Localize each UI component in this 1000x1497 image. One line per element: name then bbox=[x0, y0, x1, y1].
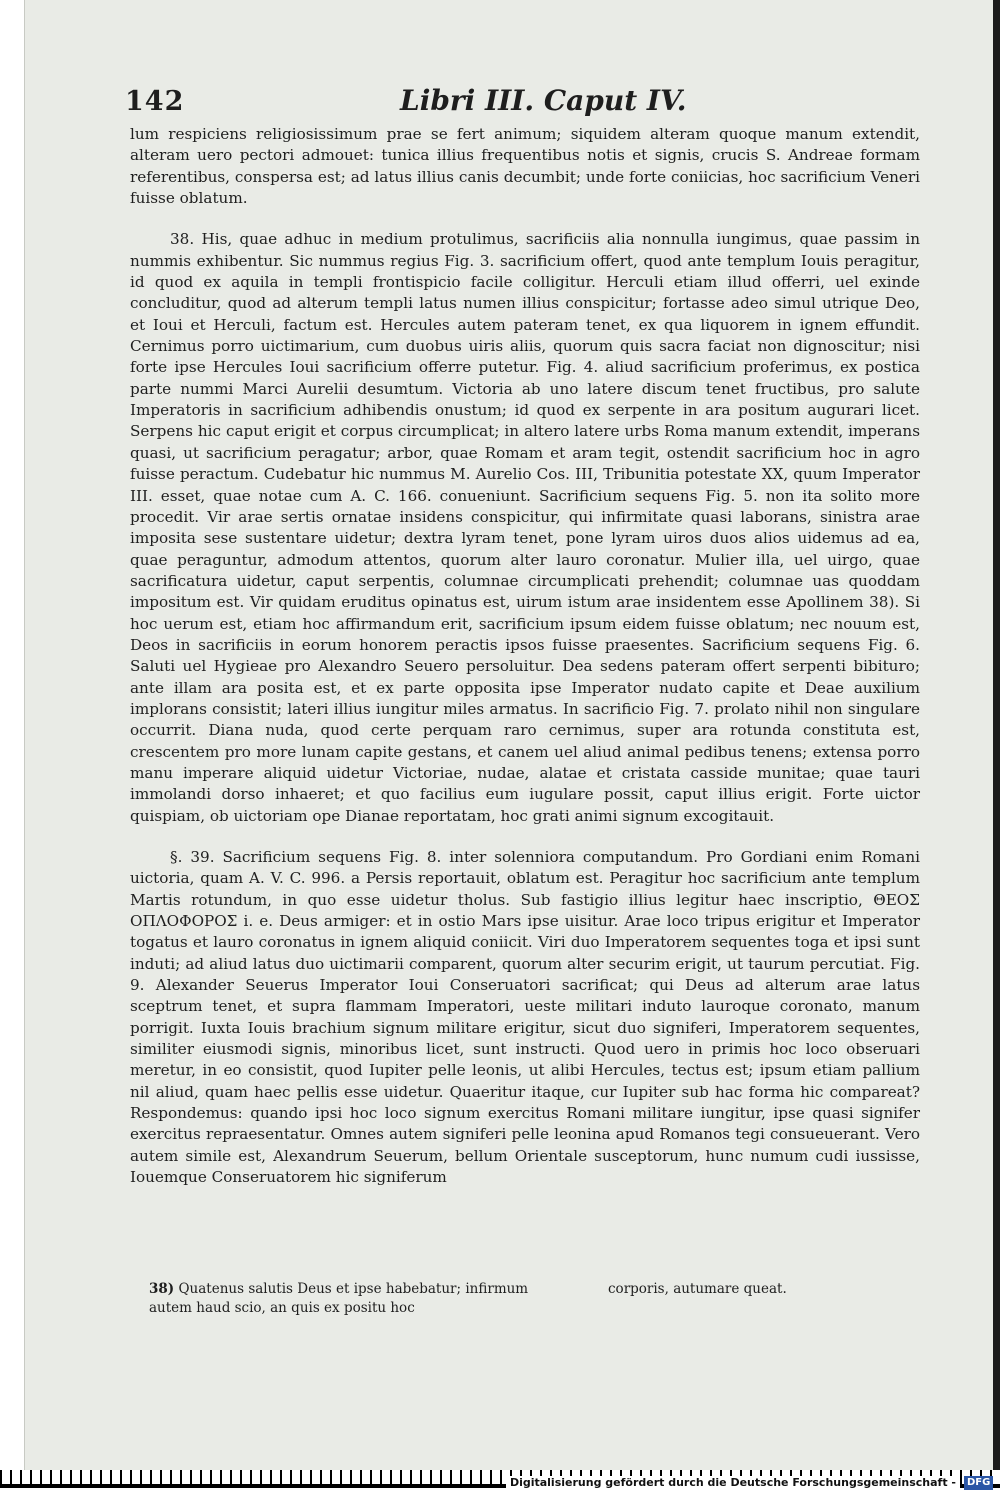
paragraph-section-38: 38. His, quae adhuc in medium protulimus, sacrificiis alia nonnulla iungimus, quae passim in nummis exhibentur. Sic nummus regius Fig. 3. sacrificium offert, quod ante templum Iouis peragitur, id quod ex aquila in templi frontispicio facile colligitur. Herculi etiam illud offerri, uel exinde concluditur, quod ad alterum templi latus numen illius conspicitur; fortasse adeo simul utrique Deo, et Ioui et Herculi, factum est. Hercules autem pateram tenet, ex qua liquorem in ignem effundit. Cernimus porro uictimarium, cum duobus uiris aliis, quorum quis sacra faciat non dignoscitur; nisi forte ipse Hercules Ioui sacrificium offerre putetur. Fig. 4. aliud sacrificium proferimus, ex postica parte nummi Marci Aurelii desumtum. Victoria ab uno latere discum tenet fructibus, pro salute Imperatoris in sacrificium adhibendis onustum; id quod ex serpente in ara positum augurari licet. Serpens hic caput erigit et corpus circumplicat; in altero latere urbs Roma manum extendit, imperans quasi, ut sacrificium peragatur; arbor, quae Romam et aram tegit, ostendit sacrificium hoc in agro fuisse peractum. Cudebatur hic nummus M. Aurelio Cos. III, Tribunitia potestate XX, quum Imperator III. esset, quae notae cum A. C. 166. conueniunt. Sacrificium sequens Fig. 5. non ita solito more procedit. Vir arae sertis ornatae insidens conspicitur, qui infirmitate quasi laborans, sinistra arae imposita sese sustentare uidetur; dextra lyram tenet, pone lyram uiros duos alios uidemus ad ea, quae peraguntur, admodum attentos, quorum alter lauro coronatur. Mulier illa, uel uirgo, quae sacrificatura uidetur, caput serpentis, columnae circumplicati prehendit; columnae uas quoddam impositum est. Vir quidam eruditus opinatus est, uirum istum arae insidentem esse Apollinem 38). Si hoc uerum est, etiam hoc affirmandum erit, sacrificium ipsum eidem fuisse oblatum; nec nouum est, Deos in sacrificiis in eorum honorem peractis ipsos fuisse praesentes. Sacrificium sequens Fig. 6. Saluti uel Hygieae pro Alexandro Seuero persoluitur. Dea sedens pateram offert serpenti bibituro; ante illam ara posita est, et ex parte opposita ipse Imperator nudato capite et Deae auxilium implorans consistit; lateri illius iungitur miles armatus. In sacrificio Fig. 7. prolato nihil non singulare occurrit. Diana nuda, quod certe perquam raro cernimus, super ara rotunda constituta est, crescentem pro more lunam capite gestans, et canem uel aliud animal pedibus tenens; extensa porro manu imperare aliquid uidetur Victoriae, nudae, alatae et cristata casside munitae; quae tauri immolandi dorso inhaeret; et quo facilius eum iugulare possit, caput illius erigit. Forte uictor quispiam, ob uictoriam ope Dianae reportatam, hoc grati animi signum excogitauit. bbox=[130, 230, 920, 825]
page-number: 142 bbox=[125, 86, 185, 117]
footnote-right-column: corporis, autumare queat. bbox=[608, 1281, 787, 1297]
dfg-logo: DFG bbox=[964, 1476, 993, 1490]
running-head: Libri III. Caput IV. bbox=[400, 84, 687, 117]
paragraph-continuation: lum respiciens religiosissimum prae se fert animum; siquidem alteram quoque manum extendit, alteram uero pectori admouet: tunica illius frequentibus notis et signis, crucis S. Andreae formam referentibus, conspersa est; ad latus illius canis decumbit; unde forte coniicias, hoc sacrificium Veneri fuisse oblatum. bbox=[130, 125, 920, 208]
book-page bbox=[24, 0, 993, 1470]
footnote-marker: 38) bbox=[149, 1281, 175, 1297]
footnote-left-column bbox=[149, 1280, 561, 1318]
footnote-left-text: Quatenus salutis Deus et ipse habebatur; infirmum autem haud scio, an quis ex positu hoc bbox=[149, 1281, 529, 1316]
funding-note: Digitalisierung gefördert durch die Deutsche Forschungsgemeinschaft - bbox=[506, 1476, 960, 1489]
book-edge bbox=[992, 0, 1000, 1470]
body-text bbox=[130, 124, 920, 1189]
paragraph-section-39: §. 39. Sacrificium sequens Fig. 8. inter solenniora computandum. Pro Gordiani enim Romani uictoria, quam A. V. C. 996. a Persis reportauit, oblatum est. Peragitur hoc sacrificium ante templum Martis rotundum, in quo esse uidetur tholus. Sub fastigio illius legitur haec inscriptio, ΘΕΟΣ ΟΠΛΟΦΟΡΟΣ i. e. Deus armiger: et in ostio Mars ipse uisitur. Arae loco tripus erigitur et Imperator togatus et lauro coronatus in ignem aliquid coniicit. Viri duo Imperatorem sequentes toga et ipsi sunt induti; ad aliud latus duo uictimarii comparent, quorum alter securim erigit, ut taurum percutiat. Fig. 9. Alexander Seuerus Imperator Ioui Conseruatori sacrificat; qui Deus ad alterum arae latus sceptrum tenet, et supra flammam Imperatori, ueste militari induto lauroque coronato, manum porrigit. Iuxta Iouis brachium signum militare erigitur, sicut duo signiferi, Imperatorem sequentes, similiter eiusmodi signis, minoribus licet, sunt instructi. Quod uero in primis hoc loco obseruari meretur, in eo consistit, quod Iupiter pelle leonis, ut alibi Hercules, tectus est; ipsum etiam pallium nil aliud, quam haec pellis esse uidetur. Quaeritur itaque, cur Iupiter sub hac forma hic compareat? Respondemus: quando ipsi hoc loco signum exercitus Romani militare iungitur, ipse quasi signifer exercitus repraesentatur. Omnes autem signiferi pelle leonina apud Romanos tegi consueuerant. Vero autem simile est, Alexandrum Seuerum, bellum Orientale susceptorum, hunc numum cudi iussisse, Iouemque Conseruatorem hic signiferum bbox=[130, 848, 920, 1187]
